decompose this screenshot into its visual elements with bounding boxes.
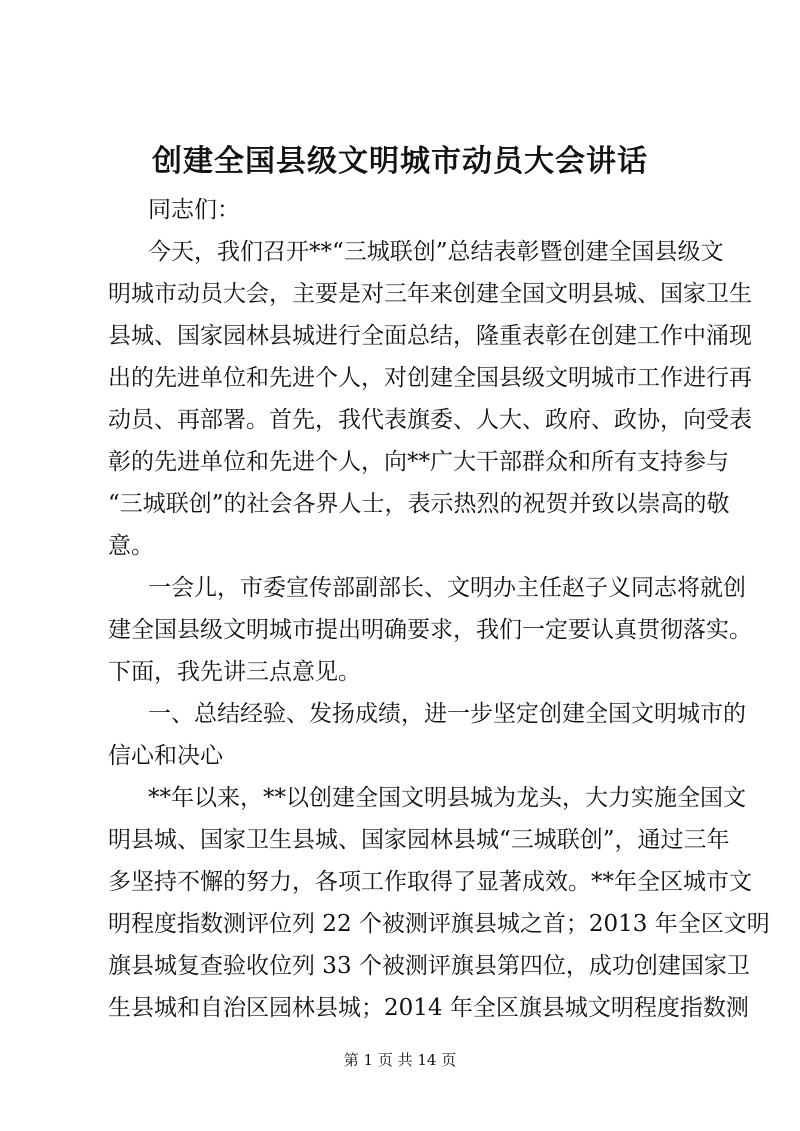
salutation-line: 同志们： [148,197,240,223]
paragraph-line: 一会儿，市委宣传部副部长、文明办主任赵子义同志将就创 [148,575,746,601]
paragraph-line: 彰的先进单位和先进个人，向**广大干部群众和所有支持参与 [108,449,729,475]
paragraph-line: 出的先进单位和先进个人，对创建全国县级文明城市工作进行再 [108,365,752,391]
paragraph-line: **年以来，**以创建全国文明县城为龙头，大力实施全国文 [148,785,746,811]
paragraph-line: 县城、国家园林县城进行全面总结，隆重表彰在创建工作中涌现 [108,323,752,349]
paragraph-line: 动员、再部署。首先，我代表旗委、人大、政府、政协，向受表 [108,407,752,433]
paragraph-line: 意。 [108,533,154,559]
paragraph-line: 生县城和自治区园林县城；2014 年全区旗县城文明程度指数测 [108,995,749,1021]
document-title: 创建全国县级文明城市动员大会讲话 [152,144,648,179]
paragraph-line: 明程度指数测评位列 22 个被测评旗县城之首；2013 年全区文明 [108,911,770,937]
paragraph-line: 明城市动员大会，主要是对三年来创建全国文明县城、国家卫生 [108,281,752,307]
section-heading-line: 一、总结经验、发扬成绩，进一步坚定创建全国文明城市的 [148,701,746,727]
paragraph-line: 明县城、国家卫生县城、国家园林县城“三城联创”，通过三年 [108,827,730,853]
section-heading-line: 信心和决心 [108,743,223,769]
paragraph-line: 建全国县级文明城市提出明确要求，我们一定要认真贯彻落实。 [108,617,752,643]
paragraph-line: 今天，我们召开**“三城联创”总结表彰暨创建全国县级文 [148,239,724,265]
paragraph-line: 多坚持不懈的努力，各项工作取得了显著成效。**年全区城市文 [108,869,752,895]
paragraph-line: 下面，我先讲三点意见。 [108,659,361,685]
paragraph-line: 旗县城复查验收位列 33 个被测评旗县第四位，成功创建国家卫 [108,953,750,979]
page-number-footer: 第 1 页 共 14 页 [343,1051,457,1069]
paragraph-line: “三城联创”的社会各界人士，表示热烈的祝贺并致以崇高的敬 [108,491,730,517]
